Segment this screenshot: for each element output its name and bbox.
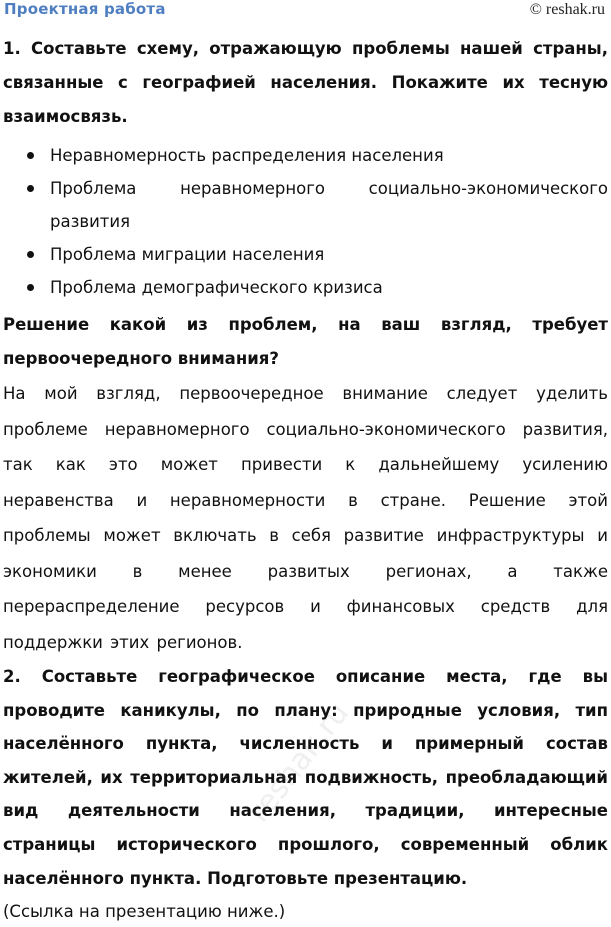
page-header <box>0 0 611 24</box>
presentation-note: (Ссылка на презентацию ниже.) <box>3 902 286 922</box>
watermark-logo: reshak.ru <box>241 696 357 829</box>
list-item <box>3 139 608 172</box>
list-item <box>3 172 608 238</box>
bullet-icon <box>27 284 34 291</box>
list-item-text: Проблема демографического кризиса <box>50 277 383 297</box>
list-item-text: Проблема неравномерного социально-экономического развития <box>50 178 608 231</box>
question-2: 2. Составьте географическое описание места, где вы проводите каникулы, по плану: природные условия, тип населённого пункта, численность и примерный состав жителей, их территориальная подвижность, преобладающий вид деятельности населения, традиции, интересные страницы исторического прошлого, современный облик населённого пункта. Подготовьте презентацию. <box>3 667 608 888</box>
list-item <box>3 238 608 271</box>
answer-paragraph: На мой взгляд, первоочередное внимание следует уделить проблеме неравномерного социально-экономического развития, так как это может привести к дальнейшему усилению неравенства и неравномерности в стране. Решение этой проблемы может включать в себя развитие инфраструктуры и экономики в менее развитых регионах, а также перераспределение ресурсов и финансовых средств для поддержки этих регионов. <box>3 384 608 652</box>
bullet-icon <box>27 251 34 258</box>
list-item-text: Неравномерность распределения населения <box>50 145 444 165</box>
problem-list <box>3 139 608 304</box>
question-1: 1. Составьте схему, отражающую проблемы нашей страны, связанные с географией населения. Покажите их тесную взаимосвязь. <box>3 39 608 127</box>
document-body <box>3 32 608 927</box>
list-item <box>3 271 608 304</box>
section-title: Проектная работа <box>4 0 166 18</box>
copyright-notice: © reshak.ru <box>529 1 605 18</box>
list-item-text: Проблема миграции населения <box>50 244 325 264</box>
bullet-icon <box>27 185 34 192</box>
bullet-icon <box>27 152 34 159</box>
sub-question: Решение какой из проблем, на ваш взгляд, требует первоочередного внимания? <box>3 314 608 368</box>
